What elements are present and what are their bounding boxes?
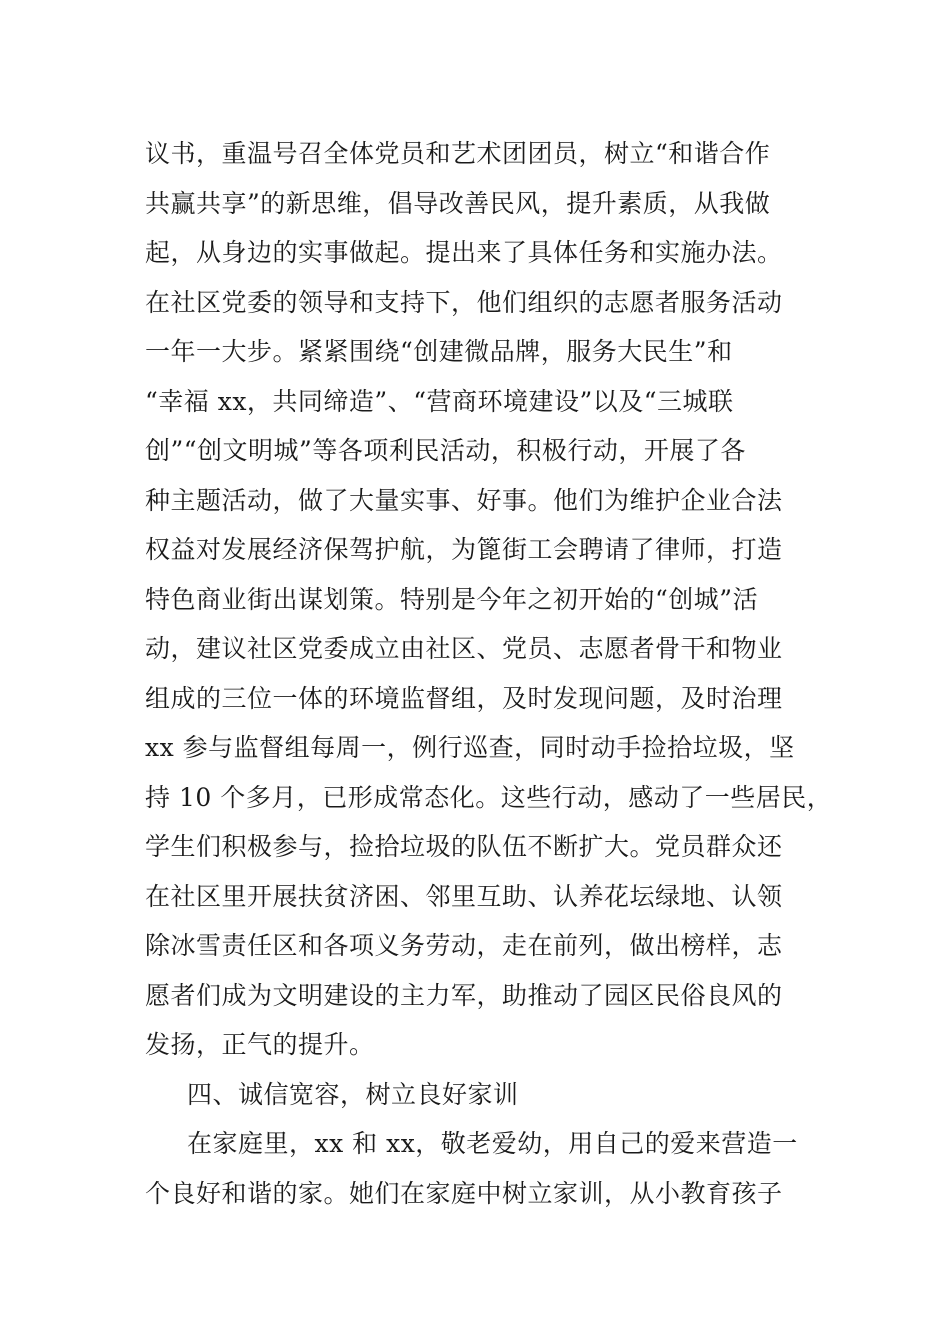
body-line: 在社区党委的领导和支持下，他们组织的志愿者服务活动 — [145, 287, 783, 317]
body-line: 一年一大步。紧紧围绕“创建微品牌，服务大民生”和 — [145, 337, 733, 366]
section-heading: 四、诚信宽容，树立良好家训 — [187, 1079, 519, 1109]
body-line: xx 参与监督组每周一，例行巡查，同时动手捡拾垃圾，坚 — [145, 733, 795, 762]
body-line: 个良好和谐的家。她们在家庭中树立家训，从小教育孩子 — [145, 1178, 783, 1208]
body-line: 特色商业街出谋划策。特别是今年之初开始的“创城”活 — [145, 584, 759, 614]
body-line: 组成的三位一体的环境监督组，及时发现问题，及时治理 — [145, 683, 783, 713]
body-line: 议书，重温号召全体党员和艺术团团员，树立“和谐合作 — [145, 139, 771, 168]
document-body — [145, 129, 833, 1218]
body-line: 起，从身边的实事做起。提出来了具体任务和实施办法。 — [145, 238, 783, 267]
body-line: 在家庭里，xx 和 xx，敬老爱幼，用自己的爱来营造一 — [187, 1129, 798, 1158]
body-line: 权益对发展经济保驾护航，为篦街工会聘请了律师，打造 — [145, 535, 783, 564]
body-line: 在社区里开展扶贫济困、邻里互助、认养花坛绿地、认领 — [145, 881, 783, 911]
body-line: 愿者们成为文明建设的主力军，助推动了园区民俗良风的 — [145, 980, 783, 1010]
body-line: 共赢共享”的新思维，倡导改善民风，提升素质，从我做 — [145, 188, 771, 218]
body-line: 发扬，正气的提升。 — [145, 1030, 375, 1059]
body-line: 种主题活动，做了大量实事、好事。他们为维护企业合法 — [145, 485, 783, 515]
body-line: “幸福 xx，共同缔造”、“营商环境建设”以及“三城联 — [145, 386, 734, 416]
body-line: 动，建议社区党委成立由社区、党员、志愿者骨干和物业 — [145, 634, 783, 663]
body-line: 持 10 个多月，已形成常态化。这些行动，感动了一些居民， — [145, 782, 833, 812]
body-line: 创”“创文明城”等各项利民活动，积极行动，开展了各 — [145, 436, 746, 465]
body-line: 学生们积极参与，捡拾垃圾的队伍不断扩大。党员群众还 — [145, 832, 783, 861]
body-line: 除冰雪责任区和各项义务劳动，走在前列，做出榜样，志 — [145, 931, 783, 960]
